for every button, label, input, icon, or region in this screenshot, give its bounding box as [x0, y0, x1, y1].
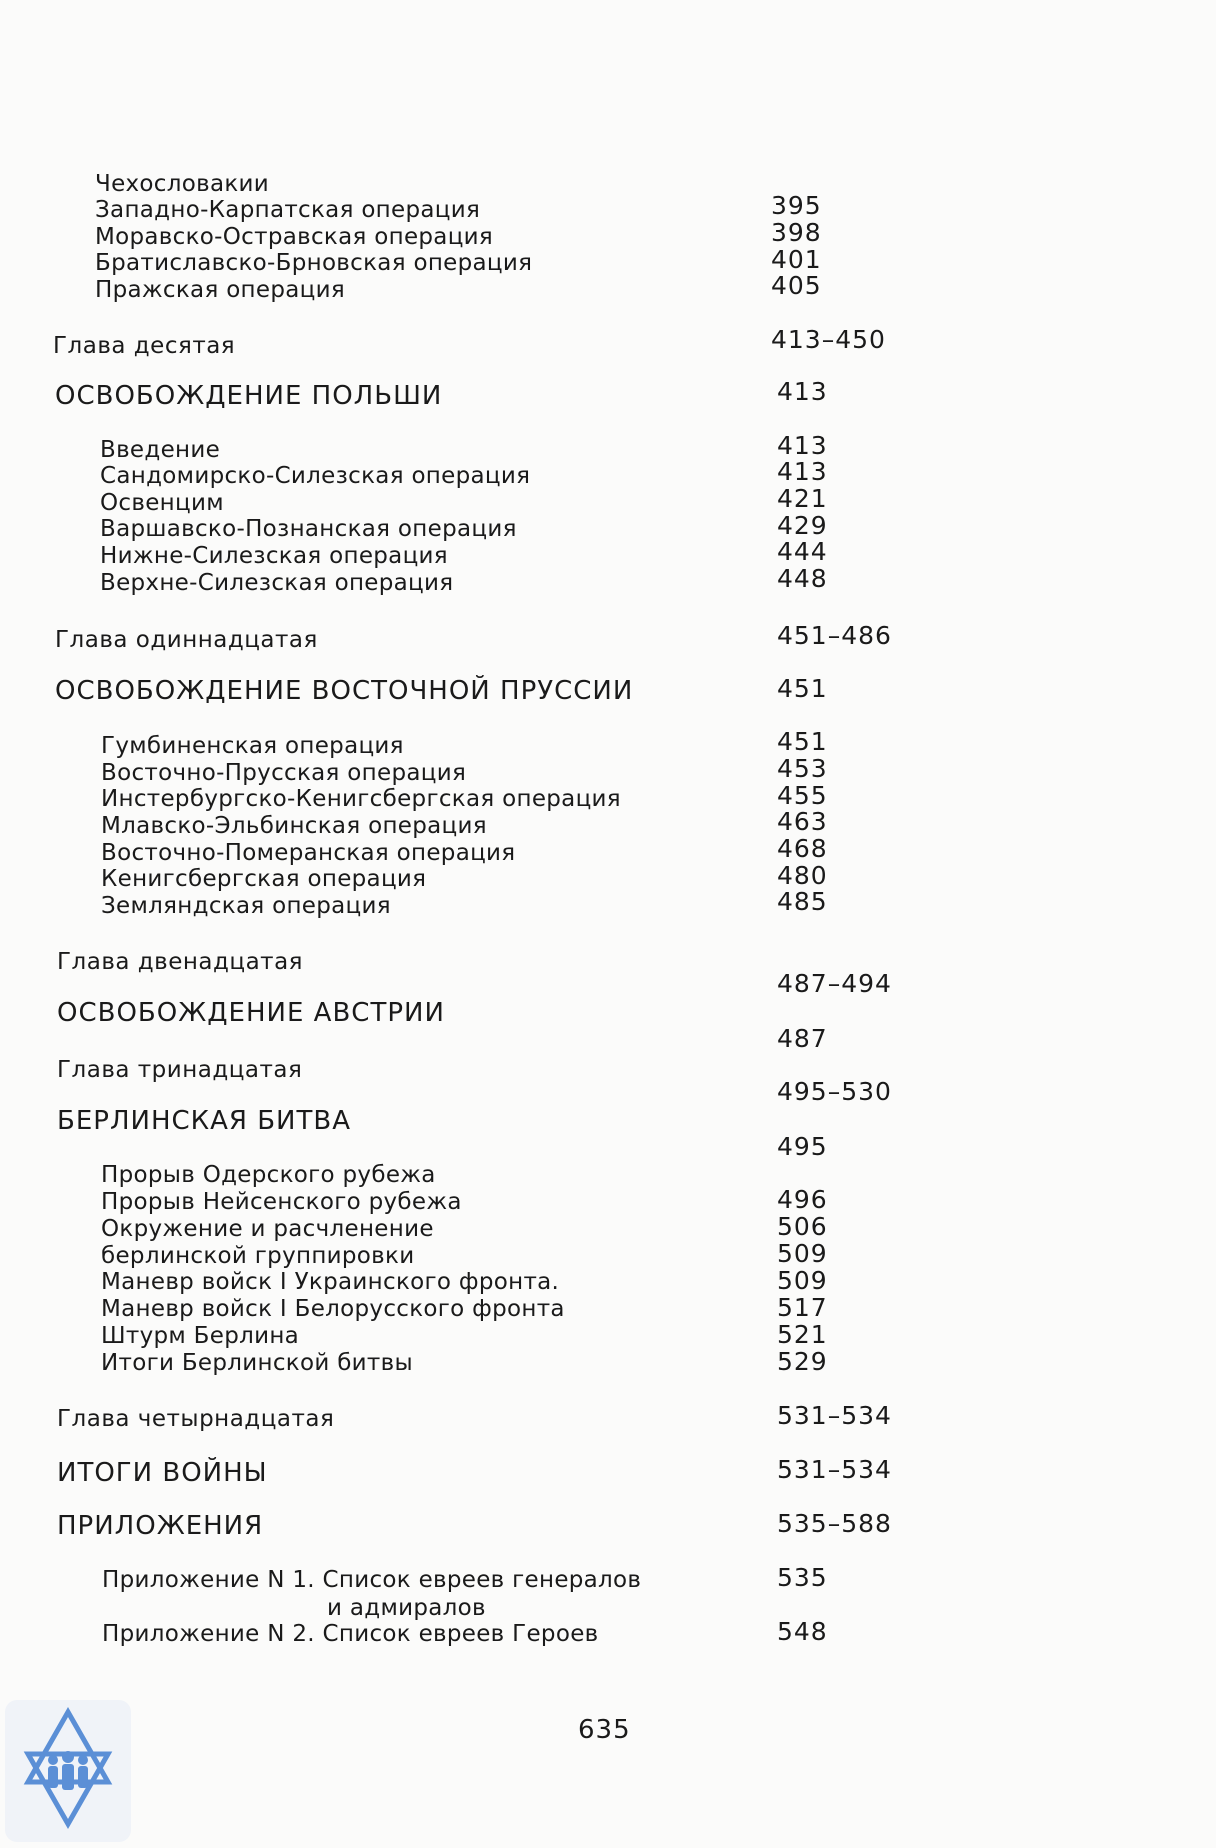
chapter-page-range: 531–534: [777, 1401, 892, 1430]
toc-entry-text: Приложение N 1. Список евреев генералов: [102, 1567, 642, 1593]
toc-entry-text: Освенцим: [100, 490, 224, 516]
toc-entry-page: 509: [777, 1239, 828, 1268]
chapter-page-range: 413–450: [771, 325, 886, 354]
toc-entry-page: 480: [777, 861, 828, 890]
toc-entry-text: Млавско-Эльбинская операция: [101, 813, 487, 839]
toc-entry-text: Сандомирско-Силезская операция: [100, 463, 531, 489]
toc-entry-page: 509: [777, 1266, 828, 1295]
toc-entry-page: 506: [777, 1212, 828, 1241]
toc-entry-text: Восточно-Прусская операция: [101, 760, 467, 786]
toc-entry-text: Прорыв Одерского рубежа: [101, 1162, 436, 1188]
chapter-heading: ПРИЛОЖЕНИЯ: [57, 1511, 264, 1541]
toc-entry-page: 468: [777, 834, 828, 863]
chapter-label: Глава двенадцатая: [57, 949, 304, 975]
toc-entry-text: Верхне-Силезская операция: [100, 570, 454, 596]
chapter-heading-page: 451: [777, 674, 828, 703]
toc-entry-page: 463: [777, 807, 828, 836]
toc-entry-text: Окружение и расчленение: [101, 1216, 434, 1242]
toc-entry-page: 413: [777, 431, 828, 460]
chapter-heading-page: 413: [777, 377, 828, 406]
toc-entry-text: Итоги Берлинской битвы: [101, 1350, 413, 1376]
chapter-heading-page: 495: [777, 1132, 828, 1161]
toc-entry-page: 496: [777, 1185, 828, 1214]
toc-entry-page: 395: [771, 191, 822, 220]
star-of-david-family-icon: [5, 1700, 131, 1842]
toc-entry-text: Нижне-Силезская операция: [100, 543, 448, 569]
toc-entry-text: Западно-Карпатская операция: [95, 197, 481, 223]
toc-entry-page: 413: [777, 457, 828, 486]
toc-entry-page: 529: [777, 1347, 828, 1376]
toc-entry-page: 421: [777, 484, 828, 513]
chapter-label: Глава четырнадцатая: [57, 1406, 335, 1432]
toc-entry-page: 444: [777, 537, 828, 566]
toc-entry-page: 517: [777, 1293, 828, 1322]
chapter-heading: ОСВОБОЖДЕНИЕ АВСТРИИ: [57, 998, 445, 1028]
toc-entry-page: 451: [777, 727, 828, 756]
toc-entry-page: 485: [777, 887, 828, 916]
page-number: 635: [578, 1715, 631, 1745]
chapter-page-range: 487–494: [777, 969, 892, 998]
chapter-page-range: 495–530: [777, 1077, 892, 1106]
chapter-label: Глава тринадцатая: [57, 1057, 303, 1083]
toc-entry-text: Земляндская операция: [101, 893, 391, 919]
toc-entry-text: Варшавско-Познанская операция: [100, 516, 517, 542]
toc-entry-text: Восточно-Померанская операция: [101, 840, 516, 866]
chapter-heading: БЕРЛИНСКАЯ БИТВА: [57, 1106, 352, 1136]
toc-entry-text: Пражская операция: [95, 277, 345, 303]
toc-entry-page: 448: [777, 564, 828, 593]
chapter-label: Глава десятая: [53, 333, 236, 359]
toc-entry-text: Приложение N 2. Список евреев Героев: [102, 1621, 599, 1647]
toc-entry-page: 548: [777, 1617, 828, 1646]
toc-entry-page: 429: [777, 511, 828, 540]
toc-entry-text: Гумбиненская операция: [101, 733, 404, 759]
chapter-heading: ОСВОБОЖДЕНИЕ ВОСТОЧНОЙ ПРУССИИ: [55, 676, 634, 706]
chapter-label: Глава одиннадцатая: [55, 627, 318, 653]
toc-entry-page: 398: [771, 218, 822, 247]
chapter-heading-page: 487: [777, 1024, 828, 1053]
toc-entry-page: 453: [777, 754, 828, 783]
toc-entry-text: Моравско-Остравская операция: [95, 224, 494, 250]
toc-entry-text: берлинской группировки: [101, 1243, 415, 1269]
chapter-page-range: 451–486: [777, 621, 892, 650]
toc-entry-page: 401: [771, 245, 822, 274]
toc-entry-page: 455: [777, 781, 828, 810]
chapter-heading: ОСВОБОЖДЕНИЕ ПОЛЬШИ: [55, 381, 443, 411]
toc-entry-text: Маневр войск I Украинского фронта.: [101, 1269, 560, 1295]
toc-entry-text: и адмиралов: [327, 1595, 486, 1621]
toc-entry-text: Маневр войск I Белорусского фронта: [101, 1296, 565, 1322]
chapter-heading-page: 531–534: [777, 1455, 892, 1484]
toc-entry-page: 405: [771, 271, 822, 300]
toc-entry-text: Братиславско-Брновская операция: [95, 250, 533, 276]
toc-entry-text: Штурм Берлина: [101, 1323, 300, 1349]
toc-entry-text: Инстербургско-Кенигсбергская операция: [101, 786, 621, 812]
toc-entry-text: Прорыв Нейсенского рубежа: [101, 1189, 462, 1215]
toc-entry-page: 521: [777, 1320, 828, 1349]
toc-entry-page: 535: [777, 1563, 828, 1592]
chapter-heading-page: 535–588: [777, 1509, 892, 1538]
toc-entry-text: Чехословакии: [95, 171, 270, 197]
toc-entry-text: Введение: [100, 437, 221, 463]
chapter-heading: ИТОГИ ВОЙНЫ: [57, 1458, 268, 1488]
toc-entry-text: Кенигсбергская операция: [101, 866, 427, 892]
